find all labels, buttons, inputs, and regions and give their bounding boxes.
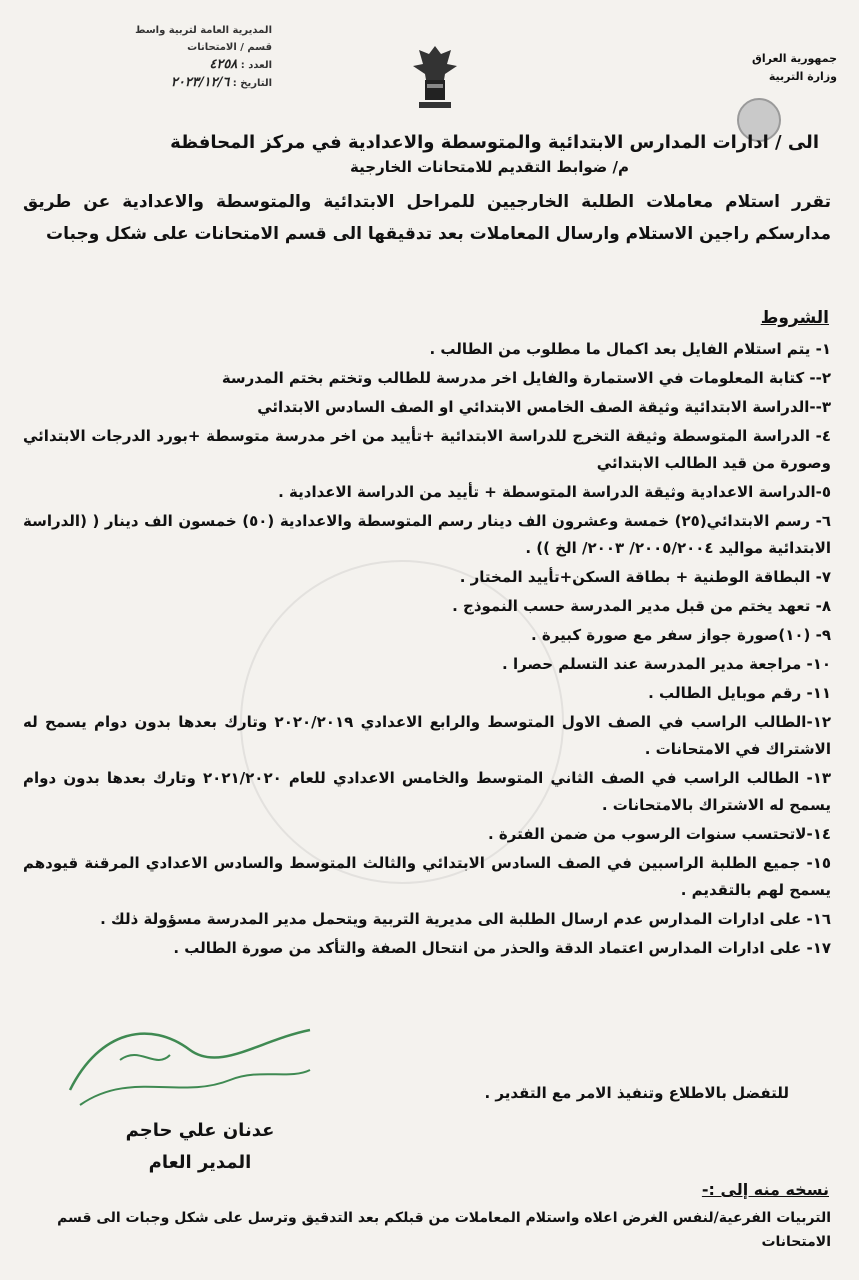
conditions-title: الشروط <box>760 308 829 328</box>
intro-paragraph: تقرر استلام معاملات الطلبة الخارجيين للمراحل الابتدائية والمتوسطة والاعدادية عن طريق مدارسكم راجين الاستلام وارسال المعاملات بعد تدقيقها الى قسم الامتحانات على شكل وجبات <box>23 192 831 244</box>
condition-item: ٨- تعهد يختم من قبل مدير المدرسة حسب النموذج . <box>452 597 831 615</box>
subject-line: م/ ضوابط التقديم للامتحانات الخارجية <box>350 158 629 176</box>
condition-item: ٩- (١٠)صورة جواز سفر مع صورة كبيرة . <box>530 626 831 644</box>
condition-item: ١٥- جميع الطلبة الراسبين في الصف السادس الابتدائي والثالث المتوسط والسادس الاعدادي المرقنة قيودهم يسمح لهم بالتقديم . <box>23 854 831 899</box>
document-date <box>22 74 272 92</box>
directorate-header <box>22 22 272 92</box>
signatory-title: المدير العام <box>148 1152 252 1173</box>
iraq-eagle-emblem-icon <box>405 40 465 112</box>
copy-to-body: التربيات الفرعية/لنفس الغرض اعلاه واستلام المعاملات من قبلكم بعد التدقيق وترسل على شكل وجبات الى قسم الامتحانات <box>57 1210 831 1250</box>
department-name: قسم / الامتحانات <box>187 42 272 53</box>
ministry-name: وزارة التربية <box>768 70 837 83</box>
copy-to-title: نسخه منه إلى :- <box>701 1180 829 1199</box>
condition-item: ١٤-لاتحتسب سنوات الرسوب من ضمن الفترة . <box>488 825 831 843</box>
directorate-name: المديرية العامة لتربية واسط <box>135 25 272 36</box>
condition-item: ١١- رقم موبايل الطالب . <box>648 684 831 702</box>
condition-item: ١٣- الطالب الراسب في الصف الثاني المتوسط والخامس الاعدادي للعام ٢٠٢١/٢٠٢٠ وتارك بعدها بدون دوام يسمح له الاشتراك بالامتحانات . <box>23 769 831 814</box>
condition-item: ٣--الدراسة الابتدائية وثيقة الصف الخامس الابتدائي او الصف السادس الابتدائي <box>257 398 831 416</box>
handwritten-signature-icon <box>60 1010 320 1120</box>
condition-item: ١- يتم استلام الفايل بعد اكمال ما مطلوب من الطالب . <box>429 340 831 358</box>
condition-item: ١٠- مراجعة مدير المدرسة عند التسلم حصرا . <box>502 655 831 673</box>
condition-item: ١٦- على ادارات المدارس عدم ارسال الطلبة الى مديرية التربية ويتحمل مدير المدرسة مسؤولة ذلك . <box>100 910 831 928</box>
ministry-header <box>707 50 837 86</box>
addressee: الى / ادارات المدارس الابتدائية والمتوسطة والاعدادية في مركز المحافظة <box>170 132 819 153</box>
conditions-list <box>23 336 831 964</box>
condition-item: ٧- البطاقة الوطنية + بطاقة السكن+تأييد المختار . <box>459 568 831 586</box>
condition-item: ٦- رسم الابتدائي(٢٥) خمسة وعشرون الف دينار رسم المتوسطة والاعدادية (٥٠) خمسون الف دينار ( (الدراسة الابتدائية مواليد ٢٠٠٥/٢٠٠٤/ ٢٠٠٣/ الخ )) . <box>23 512 832 557</box>
date-label: التاريخ : <box>232 78 272 89</box>
date-value: ٢٠٢٣/١٢/٦ <box>170 75 230 90</box>
closing-line: للتفضل بالاطلاع وتنفيذ الامر مع التقدير . <box>484 1084 789 1102</box>
condition-item: ٤- الدراسة المتوسطة وثيقة التخرج للدراسة الابتدائية +تأييد من اخر مدرسة متوسطة +بورد الدرجات الابتدائي وصورة من قيد الطالب الابتدائي <box>23 427 831 472</box>
country-name: جمهورية العراق <box>752 52 837 65</box>
signatory-name: عدنان علي حاجم <box>125 1120 275 1141</box>
condition-item: ٥-الدراسة الاعدادية وثيقة الدراسة المتوسطة + تأييد من الدراسة الاعدادية . <box>278 483 831 501</box>
document-number <box>22 56 272 74</box>
condition-item: ٢-- كتابة المعلومات في الاستمارة والفايل اخر مدرسة للطالب وتختم بختم المدرسة <box>221 369 831 387</box>
number-label: العدد : <box>240 60 272 71</box>
condition-item: ١٢-الطالب الراسب في الصف الاول المتوسط والرابع الاعدادي ٢٠٢٠/٢٠١٩ وتارك بعدها بدون دوام يسمح له الاشتراك في الامتحانات . <box>23 713 831 758</box>
number-value: ٤٢٥٨ <box>209 57 238 72</box>
condition-item: ١٧- على ادارات المدارس اعتماد الدقة والحذر من انتحال الصفة والتأكد من صورة الطالب . <box>173 939 831 957</box>
